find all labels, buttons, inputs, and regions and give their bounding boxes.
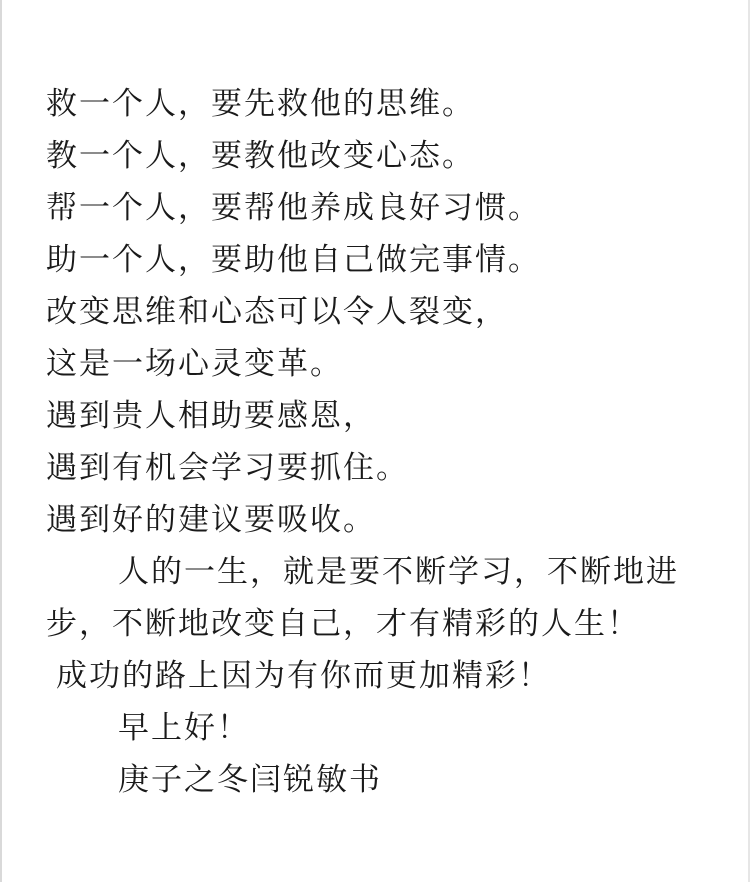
handwritten-text [46,78,736,806]
text-line: 遇到贵人相助要感恩， [46,398,376,434]
paragraph-start-line: 人的一生，就是要不断学习，不断地进 [118,554,679,590]
text-line: 救一个人，要先救他的思维。 [46,86,475,122]
signature-line: 庚子之冬闫锐敏书 [118,762,382,798]
text-line: 步，不断地改变自己，才有精彩的人生！ [46,606,640,642]
text-line: 遇到好的建议要吸收。 [46,502,376,538]
text-line: 改变思维和心态可以令人裂变， [46,294,508,330]
text-line: 遇到有机会学习要抓住。 [46,450,409,486]
text-line: 帮一个人，要帮他养成良好习惯。 [46,190,541,226]
page-left-border [0,0,2,882]
text-line: 这是一场心灵变革。 [46,346,343,382]
greeting-line: 早上好！ [118,710,250,746]
text-line: 教一个人，要教他改变心态。 [46,138,475,174]
text-line: 成功的路上因为有你而更加精彩！ [56,658,551,694]
text-line: 助一个人，要助他自己做完事情。 [46,242,541,278]
